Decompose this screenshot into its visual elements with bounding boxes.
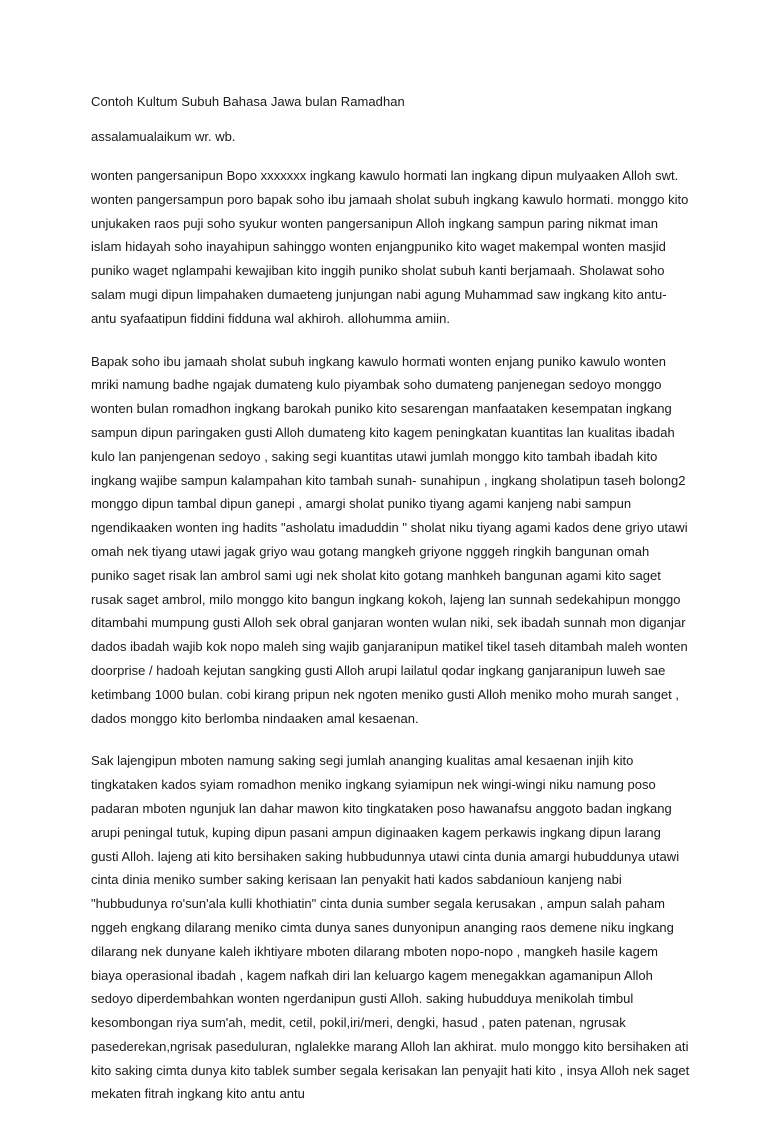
document-page [91,94,691,1125]
paragraph-opening: wonten pangersanipun Bopo xxxxxxx ingkang kawulo hormati lan ingkang dipun mulyaaken Alloh swt. wonten pangersampun poro bapak soho ibu jamaah sholat subuh ingkang kawulo hormati. monggo kito unjukaken raos puji soho syukur wonten pangersanipun Alloh ingkang sampun paring nikmat iman islam hidayah soho inayahipun sahinggo wonten enjangpuniko kito waget makempal wonten masjid puniko waget nglampahi kewajiban kito inggih puniko sholat subuh kanti berjamaah. Sholawat soho salam mugi dipun limpahaken dumaeteng junjungan nabi agung Muhammad saw ingkang kito antu-antu syafaatipun fiddini fidduna wal akhiroh. allohumma amiin. [91,168,689,326]
salutation-line: assalamualaikum wr. wb. [91,129,236,144]
document-title: Contoh Kultum Subuh Bahasa Jawa bulan Ramadhan [91,94,405,109]
paragraph-closing: Sak lajengipun mboten namung saking segi jumlah ananging kualitas amal kesaenan injih kito tingkataken kados syiam romadhon meniko ingkang syiamipun nek wingi-wingi niku namung poso padaran mboten ngunjuk lan dahar mawon kito tingkataken poso hawanafsu anggoto badan ingkang arupi peningal tutuk, kuping dipun pasani ampun diginaaken kagem perkawis ingkang dipun larang gusti Alloh. lajeng ati kito bersihaken saking hubbudunnya utawi cinta dunia amargi hubuddunya utawi cinta dinia meniko sumber saking kerisaan lan penyakit hati kados sabdanioun kanjeng nabi "hubbudunya ro'sun'ala kulli khothiatin" cinta dunia sumber segala kerusakan , ampun salah paham nggeh engkang dilarang meniko cimta dunya sanes dunyonipun ananging raos demene niku ingkang dilarang nek dunyane kaleh ikhtiyare mboten dilarang mboten nopo-nopo , mangkeh hasile kagem biaya operasional ibadah , kagem nafkah diri lan keluargo kagem menegakkan agamanipun Alloh sedoyo diperdembahkan wonten ngerdanipun gusti Alloh. saking hubudduya menikolah timbul kesombongan riya sum'ah, medit, cetil, pokil,iri/meri, dengki, hasud , paten patenan, ngrusak pasederekan,ngrisak paseduluran, nglalekke marang Alloh lan akhirat. mulo monggo kito bersihaken ati kito saking cimta dunya kito tablek sumber segala kerisakan lan penyajit hati kito , insya Alloh nek saget mekaten fitrah ingkang kito antu antu [91,753,690,1102]
paragraph-body: Bapak soho ibu jamaah sholat subuh ingkang kawulo hormati wonten enjang puniko kawulo wonten mriki namung badhe ngajak dumateng kulo piyambak soho dumateng panjenegan sedoyo monggo wonten bulan romadhon ingkang barokah puniko kito sesarengan manfaataken kesempatan ingkang sampun dipun paringaken gusti Alloh dumateng kito kagem peningkatan kuantitas lan kualitas ibadah kulo lan panjengenan sedoyo , saking segi kuantitas utawi jumlah monggo kito tambah ibadah kito ingkang wajibe sampun kalampahan kito tambah sunah- sunahipun , ingkang sholatipun taseh bolong2 monggo dipun tambal dipun ganepi , amargi sholat puniko tiyang agami kanjeng nabi sampun ngendikaaken wonten ing hadits "asholatu imaduddin " sholat niku tiyang agami kados dene griyo utawi omah nek tiyang utawi jagak griyo wau gotang mangkeh griyone ngggeh ringkih bangunan omah puniko saget risak lan ambrol sami ugi nek sholat kito gotang manhkeh bangunan agami kito saget rusak saget ambrol, milo monggo kito bangun ingkang kokoh, lajeng lan sunnah sedekahipun monggo ditambahi mumpung gusti Alloh sek obral ganjaran wonten wulan niki, sek ibadah sunnah mon diganjar dados ibadah wajib kok nopo maleh sing wajib ganjaranipun matikel tikel taseh ditambah maleh wonten doorprise / hadoah kejutan sangking gusti Alloh arupi lailatul qodar ingkang ganjaranipun luweh sae ketimbang 1000 bulan. cobi kirang pripun nek ngoten meniko gusti Alloh meniko moho murah sanget , dados monggo kito berlomba nindaaken amal kesaenan. [91,353,688,726]
